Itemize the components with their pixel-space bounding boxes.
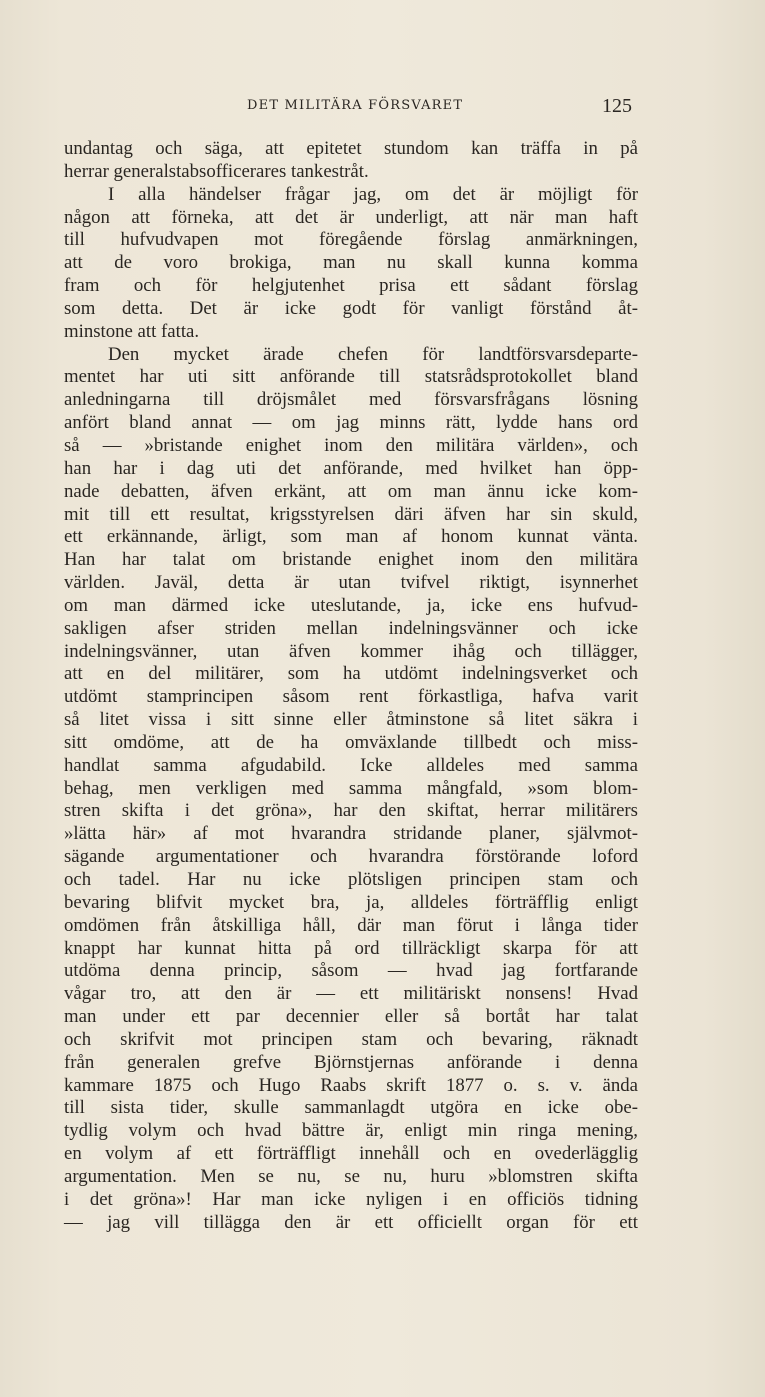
- text-line: I alla händelser frågar jag, om det är möjligt för: [108, 183, 638, 205]
- page-number: 125: [602, 95, 632, 117]
- text-line: att en del militärer, som ha utdömt indelningsverket och: [64, 663, 638, 685]
- text-line: bevaring blifvit mycket bra, ja, alldeles förträfflig enligt: [64, 891, 638, 913]
- text-line: och tadel. Har nu icke plötsligen principen stam och: [64, 869, 638, 890]
- text-line: nade debatten, äfven erkänt, att om man ännu icke kom-: [64, 480, 638, 502]
- text-line: sitt omdöme, att de ha omväxlande tillbedt och miss-: [64, 731, 638, 753]
- text-line: en volym af ett förträffligt innehåll och en ovederlägglig: [64, 1143, 638, 1165]
- text-line: utdöma denna princip, såsom — hvad jag fortfarande: [64, 960, 638, 982]
- text-line: utdömt stamprincipen såsom rent förkastliga, hafva varit: [64, 686, 638, 708]
- text-line: ett erkännande, ärligt, som man af honom kunnat vänta.: [64, 526, 638, 548]
- text-line: behag, men verkligen med samma mångfald, »som blom-: [64, 777, 638, 799]
- text-line: om man därmed icke uteslutande, ja, icke ens hufvud-: [64, 594, 638, 616]
- text-line: handlat samma afgudabild. Icke alldeles med samma: [64, 754, 638, 776]
- text-line: så litet vissa i sitt sinne eller åtminstone så litet säkra i: [64, 709, 638, 731]
- text-line: »lätta här» af mot hvarandra stridande planer, självmot-: [64, 823, 638, 845]
- text-line: fram och för helgjutenhet prisa ett sådant förslag: [64, 275, 638, 297]
- text-line: Den mycket ärade chefen för landtförsvarsdeparte-: [108, 343, 638, 365]
- text-line: undantag och säga, att epitetet stundom kan träffa in på: [64, 138, 638, 159]
- text-line: världen. Javäl, detta är utan tvifvel riktigt, isynnerhet: [64, 572, 638, 594]
- text-line: i det gröna»! Har man icke nyligen i en officiös tidning: [64, 1188, 638, 1210]
- text-line: anledningarna till dröjsmålet med försvarsfrågans lösning: [64, 389, 638, 411]
- text-line: att de voro brokiga, man nu skall kunna komma: [64, 252, 638, 274]
- text-line: omdömen från åtskilliga håll, där man förut i långa tider: [64, 914, 638, 936]
- text-line: — jag vill tillägga den är ett officiellt organ för ett: [64, 1211, 638, 1233]
- running-title: DET MILITÄRA FÖRSVARET: [247, 98, 464, 113]
- text-line: sakligen afser striden mellan indelningsvänner och icke: [64, 617, 638, 639]
- body-text: [64, 138, 638, 1235]
- text-line: stren skifta i det gröna», har den skiftat, herrar militärers: [64, 800, 638, 822]
- text-line: till sista tider, skulle sammanlagdt utgöra en icke obe-: [64, 1097, 638, 1119]
- text-line: kammare 1875 och Hugo Raabs skrift 1877 o. s. v. ända: [64, 1074, 638, 1096]
- text-line: som detta. Det är icke godt för vanligt förstånd åt-: [64, 297, 638, 319]
- text-line: mentet har uti sitt anförande till statsrådsprotokollet bland: [64, 366, 638, 388]
- text-line: minstone att fatta.: [64, 320, 200, 342]
- text-line: sägande argumentationer och hvarandra förstörande loford: [64, 846, 638, 868]
- text-line: tydlig volym och hvad bättre är, enligt min ringa mening,: [64, 1120, 638, 1142]
- text-line: han har i dag uti det anförande, med hvilket han öpp-: [64, 457, 638, 479]
- text-line: och skrifvit mot principen stam och bevaring, räknadt: [64, 1028, 638, 1050]
- text-line: till hufvudvapen mot föregående förslag anmärkningen,: [64, 229, 638, 251]
- text-line: så — »bristande enighet inom den militära världen», och: [64, 434, 638, 456]
- text-line: anfört bland annat — om jag minns rätt, lydde hans ord: [64, 412, 638, 434]
- text-line: någon att förneka, att det är underligt, att när man haft: [64, 206, 638, 228]
- text-line: knappt har kunnat hitta på ord tillräckligt skarpa för att: [64, 937, 638, 959]
- text-line: från generalen grefve Björnstjernas anförande i denna: [64, 1051, 638, 1073]
- text-line: Han har talat om bristande enighet inom den militära: [64, 549, 638, 571]
- text-line: indelningsvänner, utan äfven kommer ihåg och tillägger,: [64, 640, 638, 662]
- text-line: man under ett par decennier eller så bortåt har talat: [64, 1006, 638, 1028]
- text-line: argumentation. Men se nu, se nu, huru »blomstren skifta: [64, 1165, 638, 1187]
- text-line: mit till ett resultat, krigsstyrelsen däri äfven har sin skuld,: [64, 503, 638, 525]
- text-line: vågar tro, att den är — ett militäriskt nonsens! Hvad: [64, 983, 638, 1005]
- text-line: herrar generalstabsofficerares tankestråt.: [64, 160, 369, 182]
- page-header: [64, 96, 636, 120]
